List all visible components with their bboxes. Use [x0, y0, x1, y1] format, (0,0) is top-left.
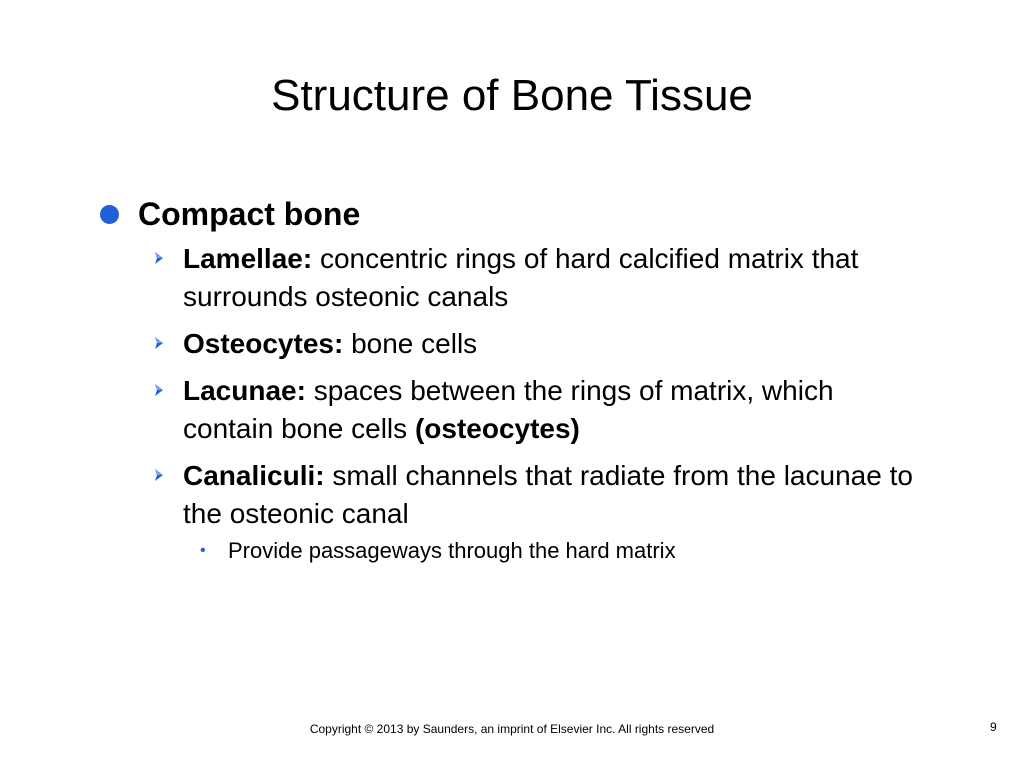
slide-title: Structure of Bone Tissue — [271, 71, 753, 120]
arrow-chevron-icon — [152, 383, 166, 397]
filled-circle-icon — [100, 205, 119, 224]
heading-compact-bone: Compact bone — [138, 196, 361, 232]
page-number: 9 — [990, 720, 997, 734]
definition-lacunae: spaces between the rings of matrix, which contain bone cells — [183, 375, 834, 444]
small-dot-icon: • — [200, 542, 206, 559]
bullet-canaliculi — [183, 457, 930, 533]
definition-lamellae: concentric rings of hard calcified matrix that surrounds osteonic canals — [183, 243, 859, 312]
definition-osteocytes: bone cells — [343, 328, 478, 359]
term-lacunae: Lacunae: — [183, 375, 306, 406]
term-osteocytes: Osteocytes: — [183, 328, 344, 359]
bullet-lacunae — [183, 372, 930, 448]
subbullet-text: Provide passageways through the hard matrix — [228, 538, 676, 563]
bullet-compact-bone — [100, 192, 930, 236]
copyright-footer: Copyright © 2013 by Saunders, an imprint of Elsevier Inc. All rights reserved — [309, 722, 715, 736]
arrow-chevron-icon — [152, 468, 166, 482]
bullet-lamellae — [183, 240, 930, 316]
term-canaliculi: Canaliculi: — [183, 460, 325, 491]
arrow-chevron-icon — [152, 251, 166, 265]
subbullet-passageways — [200, 536, 930, 566]
arrow-chevron-icon — [152, 336, 166, 350]
term-osteocytes-parenthetical: (osteocytes) — [414, 413, 580, 444]
slide-content — [100, 192, 930, 566]
definition-canaliculi: small channels that radiate from the lacunae to the osteonic canal — [183, 460, 913, 529]
term-lamellae: Lamellae: — [183, 243, 313, 274]
bullet-osteocytes — [183, 325, 930, 363]
